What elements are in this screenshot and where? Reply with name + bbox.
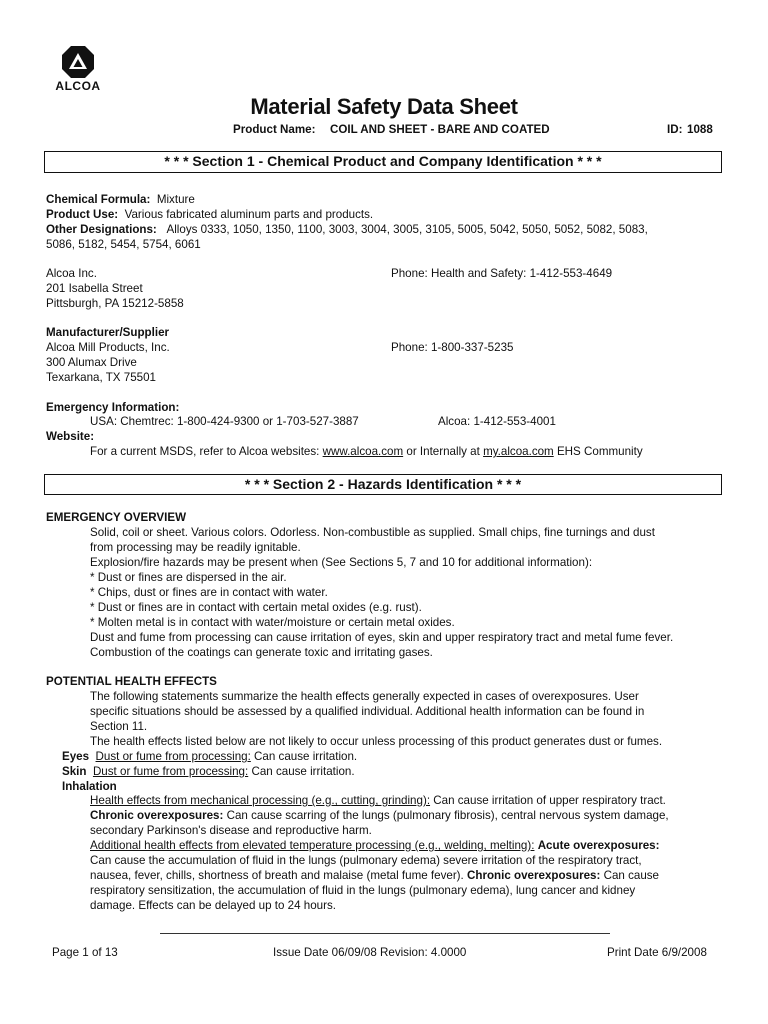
inhalation-line: respiratory sensitization, the accumulation of fluid in the lungs (pulmonary edema), lung cancer and kidney — [90, 884, 636, 897]
overview-line: * Molten metal is in contact with water/moisture or certain metal oxides. — [90, 616, 455, 629]
health-line: The health effects listed below are not likely to occur unless processing of this product generates dust or fumes. — [90, 735, 663, 748]
id-value: 1088 — [687, 123, 713, 136]
manufacturer-street: 300 Alumax Drive — [46, 356, 137, 369]
inhalation-mechanical-effect: Can cause irritation of upper respiratory tract. — [430, 794, 666, 807]
alcoa-logo — [46, 46, 110, 93]
elevated-temperature-qualifier: Additional health effects from elevated temperature processing (e.g., welding, melting): — [90, 839, 535, 852]
overview-line: from processing may be readily ignitable. — [90, 541, 301, 554]
health-effects-title: POTENTIAL HEALTH EFFECTS — [46, 675, 217, 688]
other-designations-row — [46, 222, 648, 237]
inhalation-line: Can cause the accumulation of fluid in the lungs (pulmonary edema) severe irritation of the respiratory tract, — [90, 854, 642, 867]
footer-issue: Issue Date 06/09/08 Revision: 4.0000 — [273, 946, 467, 959]
inhalation-label: Inhalation — [62, 780, 117, 793]
inhalation-mechanical-row — [90, 793, 666, 808]
other-designations-line2: 5086, 5182, 5454, 5754, 6061 — [46, 238, 201, 251]
footer-print-date: Print Date 6/9/2008 — [607, 946, 707, 959]
company-street: 201 Isabella Street — [46, 282, 143, 295]
logo-text: ALCOA — [55, 79, 101, 93]
website-label: Website: — [46, 430, 95, 443]
emergency-label: Emergency Information: — [46, 401, 180, 414]
overview-line: * Dust or fines are dispersed in the air. — [90, 571, 287, 584]
eyes-row — [62, 749, 357, 764]
inhalation-elevated-row — [90, 838, 659, 853]
overview-line: Solid, coil or sheet. Various colors. Odorless. Non-combustible as supplied. Small chips, fine turnings and dust — [90, 526, 655, 539]
other-designations-label: Other Designations: — [46, 223, 157, 236]
emergency-usa: USA: Chemtrec: 1-800-424-9300 or 1-703-527-3887 — [90, 415, 359, 428]
skin-qualifier: Dust or fume from processing: — [92, 765, 249, 778]
footer-divider — [160, 933, 610, 934]
chronic-overexposures-label: Chronic overexposures: — [90, 809, 224, 822]
overview-line: * Dust or fines are in contact with certain metal oxides (e.g. rust). — [90, 601, 422, 614]
section-1-header: * * * Section 1 - Chemical Product and Company Identification * * * — [44, 151, 722, 173]
other-designations-value: Alloys 0333, 1050, 1350, 1100, 3003, 3004, 3005, 3105, 5005, 5042, 5050, 5052, 5082, 5083, — [166, 223, 648, 236]
website-text-post: EHS Community — [553, 445, 643, 458]
company-phone: Phone: Health and Safety: 1-412-553-4649 — [391, 267, 613, 280]
chemical-formula-label: Chemical Formula: — [46, 193, 151, 206]
inhalation-line — [90, 868, 659, 883]
chemical-formula-row — [46, 192, 195, 207]
my-alcoa-link[interactable]: my.alcoa.com — [483, 445, 554, 458]
chronic-overexposures-label-2: Chronic overexposures: — [466, 869, 601, 882]
overview-line: Combustion of the coatings can generate toxic and irritating gases. — [90, 646, 433, 659]
overview-line: * Chips, dust or fines are in contact with water. — [90, 586, 328, 599]
manufacturer-label: Manufacturer/Supplier — [46, 326, 170, 339]
eyes-effect: Can cause irritation. — [250, 750, 358, 763]
company-city: Pittsburgh, PA 15212-5858 — [46, 297, 184, 310]
website-text-pre: For a current MSDS, refer to Alcoa websites: — [90, 445, 323, 458]
eyes-qualifier: Dust or fume from processing: — [95, 750, 251, 763]
manufacturer-city: Texarkana, TX 75501 — [46, 371, 156, 384]
inhalation-chronic-row — [90, 808, 669, 823]
product-use-value: Various fabricated aluminum parts and products. — [124, 208, 374, 221]
acute-overexposures-label: Acute overexposures: — [537, 839, 660, 852]
emergency-alcoa: Alcoa: 1-412-553-4001 — [438, 415, 556, 428]
inhalation-text: nausea, fever, chills, shortness of breath and malaise (metal fume fever). — [90, 869, 467, 882]
skin-row — [62, 764, 355, 779]
footer-page: Page 1 of 13 — [52, 946, 118, 959]
manufacturer-name: Alcoa Mill Products, Inc. — [46, 341, 170, 354]
inhalation-chronic-line2: secondary Parkinson's disease and reproductive harm. — [90, 824, 372, 837]
inhalation-line: damage. Effects can be delayed up to 24 hours. — [90, 899, 336, 912]
product-use-row — [46, 207, 373, 222]
emergency-overview-title: EMERGENCY OVERVIEW — [46, 511, 187, 524]
chronic-overexposures-text: Can cause scarring of the lungs (pulmonary fibrosis), central nervous system damage, — [223, 809, 669, 822]
section-2-header: * * * Section 2 - Hazards Identification * * * — [44, 474, 722, 495]
inhalation-text: Can cause — [600, 869, 660, 882]
company-name: Alcoa Inc. — [46, 267, 97, 280]
manufacturer-phone: Phone: 1-800-337-5235 — [391, 341, 514, 354]
product-use-label: Product Use: — [46, 208, 119, 221]
website-text-mid: or Internally at — [403, 445, 484, 458]
alcoa-website-link[interactable]: www.alcoa.com — [322, 445, 404, 458]
health-line: The following statements summarize the health effects generally expected in cases of overexposures. User — [90, 690, 639, 703]
alcoa-logo-icon — [62, 46, 94, 78]
skin-label: Skin — [62, 765, 87, 778]
product-name-value: COIL AND SHEET - BARE AND COATED — [330, 123, 550, 136]
chemical-formula-value: Mixture — [156, 193, 195, 206]
overview-line: Explosion/fire hazards may be present when (See Sections 5, 7 and 10 for additional information): — [90, 556, 593, 569]
health-line: specific situations should be assessed by a qualified individual. Additional health information can be found in — [90, 705, 645, 718]
id-label: ID: — [667, 123, 683, 136]
eyes-label: Eyes — [62, 750, 90, 763]
health-line: Section 11. — [90, 720, 148, 733]
website-row — [90, 444, 643, 459]
overview-line: Dust and fume from processing can cause irritation of eyes, skin and upper respiratory tract and metal fume fever. — [90, 631, 674, 644]
inhalation-mechanical-qualifier: Health effects from mechanical processing (e.g., cutting, grinding): — [90, 794, 431, 807]
product-name-label: Product Name: — [233, 123, 316, 136]
skin-effect: Can cause irritation. — [248, 765, 355, 778]
page-title: Material Safety Data Sheet — [250, 94, 518, 119]
